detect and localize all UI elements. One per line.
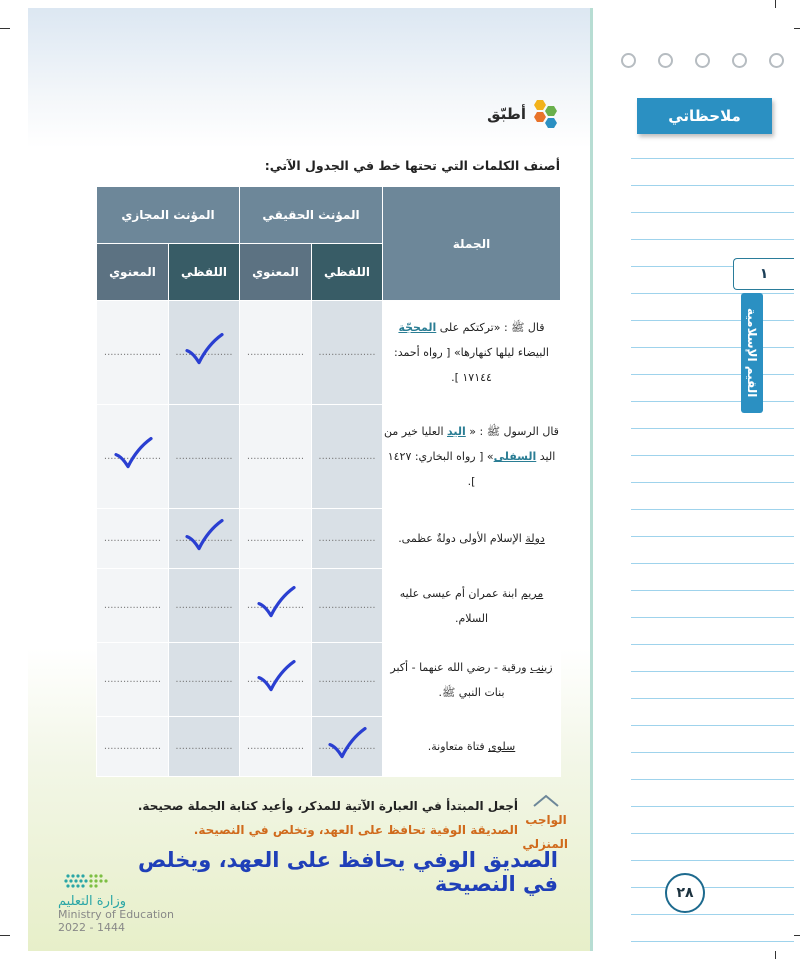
handwritten-answer: الصديق الوفي يحافظ على العهد، ويخلص في النصيحة	[137, 848, 558, 896]
answer-blank: ..................	[175, 600, 233, 611]
notes-rule-line	[631, 293, 794, 294]
header-real-semantic: المعنوي	[240, 244, 312, 301]
underlined-word: سلوى	[488, 740, 516, 753]
notes-rule-line	[631, 590, 794, 591]
cell-meta-semantic	[97, 405, 169, 509]
classification-table	[96, 186, 561, 777]
notes-rule-line	[631, 887, 794, 888]
notes-rule-line	[631, 563, 794, 564]
table-row	[97, 717, 561, 777]
answer-blank: ..................	[246, 347, 305, 358]
table-row	[97, 643, 561, 717]
chapter-number: ١	[733, 258, 794, 290]
answer-blank: ..................	[175, 674, 233, 685]
sentence-text: فتاة متعاونة.	[427, 740, 489, 753]
ministry-logo	[58, 870, 174, 934]
checkmark-icon	[256, 659, 296, 693]
underlined-word: دولة	[525, 532, 545, 545]
cell-real-verbal	[312, 717, 383, 777]
checkmark-icon	[327, 726, 367, 760]
table-row	[97, 509, 561, 569]
homework-block	[138, 794, 568, 856]
notes-rule-line	[631, 914, 794, 915]
notes-title: ملاحظاتي	[637, 98, 772, 134]
underlined-word: زينب	[530, 660, 553, 674]
answer-blank: ..................	[175, 533, 233, 544]
answer-blank: ..................	[246, 741, 305, 752]
cell-real-verbal	[312, 405, 383, 509]
answer-blank: ..................	[246, 674, 305, 685]
underlined-word: السفلى	[493, 450, 537, 463]
table-row	[97, 569, 561, 643]
answer-blank: ..................	[103, 533, 162, 544]
answer-blank: ..................	[318, 674, 376, 685]
answer-blank: ..................	[318, 533, 376, 544]
sentence-text: الإسلام الأولى دولةٌ عظمى.	[398, 532, 526, 545]
crop-mark	[0, 935, 10, 936]
cell-meta-verbal	[169, 509, 240, 569]
cell-real-semantic	[240, 717, 312, 777]
sentence-cell	[383, 643, 561, 717]
cell-real-semantic	[240, 509, 312, 569]
sentence-text: العليا خير من اليد	[384, 425, 556, 463]
underlined-word: المحجّة	[398, 321, 437, 334]
checkmark-icon	[184, 332, 224, 366]
binder-hole	[732, 53, 747, 68]
notes-rule-line	[631, 239, 794, 240]
sentence-text: البيضاء ليلها كنهارها» [ رواه أحمد: ١٧١٤٤ ].	[394, 346, 549, 384]
instruction-text: أصنف الكلمات التي تحتها خط في الجدول الآتي:	[264, 158, 560, 173]
header-real-verbal: اللفظي	[312, 244, 383, 301]
cell-meta-verbal	[169, 717, 240, 777]
cell-real-semantic	[240, 405, 312, 509]
cell-real-verbal	[312, 569, 383, 643]
sentence-cell	[383, 569, 561, 643]
answer-blank: ..................	[175, 347, 233, 358]
edition-year: 2022 - 1444	[58, 921, 125, 934]
notes-rule-line	[631, 347, 794, 348]
cell-meta-verbal	[169, 569, 240, 643]
notes-rule-line	[631, 320, 794, 321]
cell-meta-semantic	[97, 717, 169, 777]
ministry-dots-icon	[58, 870, 128, 892]
notes-rule-line	[631, 401, 794, 402]
cell-real-verbal	[312, 643, 383, 717]
cell-meta-verbal	[169, 643, 240, 717]
underlined-word: مريم	[520, 586, 544, 600]
binder-hole	[769, 53, 784, 68]
notes-rule-line	[631, 482, 794, 483]
answer-blank: ..................	[175, 741, 233, 752]
table-row	[97, 301, 561, 405]
answer-blank: ..................	[103, 600, 162, 611]
answer-blank: ..................	[103, 347, 162, 358]
checkmark-icon	[184, 518, 224, 552]
notes-rule-line	[631, 671, 794, 672]
sentence-text: » [ رواه البخاري: ١٤٢٧ ].	[387, 450, 494, 488]
homework-text	[138, 794, 518, 842]
notes-rule-line	[631, 833, 794, 834]
answer-blank: ..................	[246, 533, 305, 544]
unit-tab: القيم الإسلامية	[741, 293, 763, 413]
header-real-feminine: المؤنث الحقيقي	[240, 187, 383, 244]
sentence-text: قال الرسول ﷺ : «	[465, 425, 559, 438]
notes-rule-line	[631, 752, 794, 753]
header-sentence: الجملة	[383, 187, 561, 301]
answer-blank: ..................	[246, 451, 305, 462]
underlined-word: اليد	[447, 425, 466, 438]
answer-blank: ..................	[103, 451, 162, 462]
homework-label: الواجب المنزلي	[524, 794, 568, 856]
notes-rule-line	[631, 509, 794, 510]
cell-real-semantic	[240, 643, 312, 717]
binder-hole	[658, 53, 673, 68]
section-title: أطبّق	[487, 105, 526, 123]
notes-rule-line	[631, 212, 794, 213]
house-icon	[531, 794, 561, 808]
notes-rule-line	[631, 536, 794, 537]
notes-rule-line	[631, 158, 794, 159]
answer-blank: ..................	[103, 674, 162, 685]
notes-rule-line	[631, 455, 794, 456]
answer-blank: ..................	[318, 741, 376, 752]
cell-meta-semantic	[97, 569, 169, 643]
binder-hole	[695, 53, 710, 68]
header-meta-semantic: المعنوي	[97, 244, 169, 301]
answer-blank: ..................	[246, 600, 305, 611]
sentence-cell	[383, 405, 561, 509]
notes-rule-line	[631, 428, 794, 429]
answer-blank: ..................	[318, 451, 376, 462]
binder-hole	[621, 53, 636, 68]
answer-blank: ..................	[175, 451, 233, 462]
sentence-cell	[383, 509, 561, 569]
page-number: ٢٨	[665, 873, 705, 913]
sentence-text: ابنة عمران أم عيسى عليه السلام.	[399, 586, 521, 625]
ministry-name-ar: وزارة التعليم	[58, 894, 127, 909]
answer-blank: ..................	[318, 600, 376, 611]
cell-meta-semantic	[97, 643, 169, 717]
notes-panel	[590, 8, 794, 951]
cell-real-semantic	[240, 569, 312, 643]
sentence-cell	[383, 717, 561, 777]
notes-rule-line	[631, 806, 794, 807]
cell-real-verbal	[312, 301, 383, 405]
homework-task: أجعل المبتدأ في العبارة الآتية للمذكر، وأعيد كتابة الجملة صحيحة.	[137, 799, 518, 813]
notes-rule-line	[631, 698, 794, 699]
sentence-text: قال ﷺ : «تركتكم على	[436, 321, 545, 334]
header-metaphorical-feminine: المؤنث المجازي	[97, 187, 240, 244]
ministry-name-en: Ministry of Education	[58, 908, 175, 921]
cell-meta-verbal	[169, 405, 240, 509]
textbook-page	[28, 8, 590, 951]
answer-blank: ..................	[318, 347, 376, 358]
sentence-cell	[383, 301, 561, 405]
cell-meta-semantic	[97, 301, 169, 405]
sentence-text: ورقية - رضي الله عنهما - أكبر بنات النبي ﷺ.	[390, 660, 531, 699]
notes-rule-line	[631, 617, 794, 618]
notes-rule-line	[631, 185, 794, 186]
cell-real-semantic	[240, 301, 312, 405]
notes-rule-line	[631, 941, 794, 942]
crop-mark	[0, 28, 10, 29]
notes-rule-line	[631, 779, 794, 780]
notes-rule-line	[631, 374, 794, 375]
cell-real-verbal	[312, 509, 383, 569]
hexagon-cluster-icon	[526, 98, 562, 130]
homework-example: الصديقة الوفية تحافظ على العهد، وتخلص في النصيحة.	[193, 823, 518, 837]
header-meta-verbal: اللفظي	[169, 244, 240, 301]
checkmark-icon	[113, 436, 153, 470]
cell-meta-verbal	[169, 301, 240, 405]
notes-rule-line	[631, 725, 794, 726]
apply-section-heading	[483, 98, 562, 130]
table-row	[97, 405, 561, 509]
checkmark-icon	[256, 585, 296, 619]
notes-rule-line	[631, 644, 794, 645]
notes-rule-line	[631, 860, 794, 861]
cell-meta-semantic	[97, 509, 169, 569]
answer-blank: ..................	[103, 741, 162, 752]
